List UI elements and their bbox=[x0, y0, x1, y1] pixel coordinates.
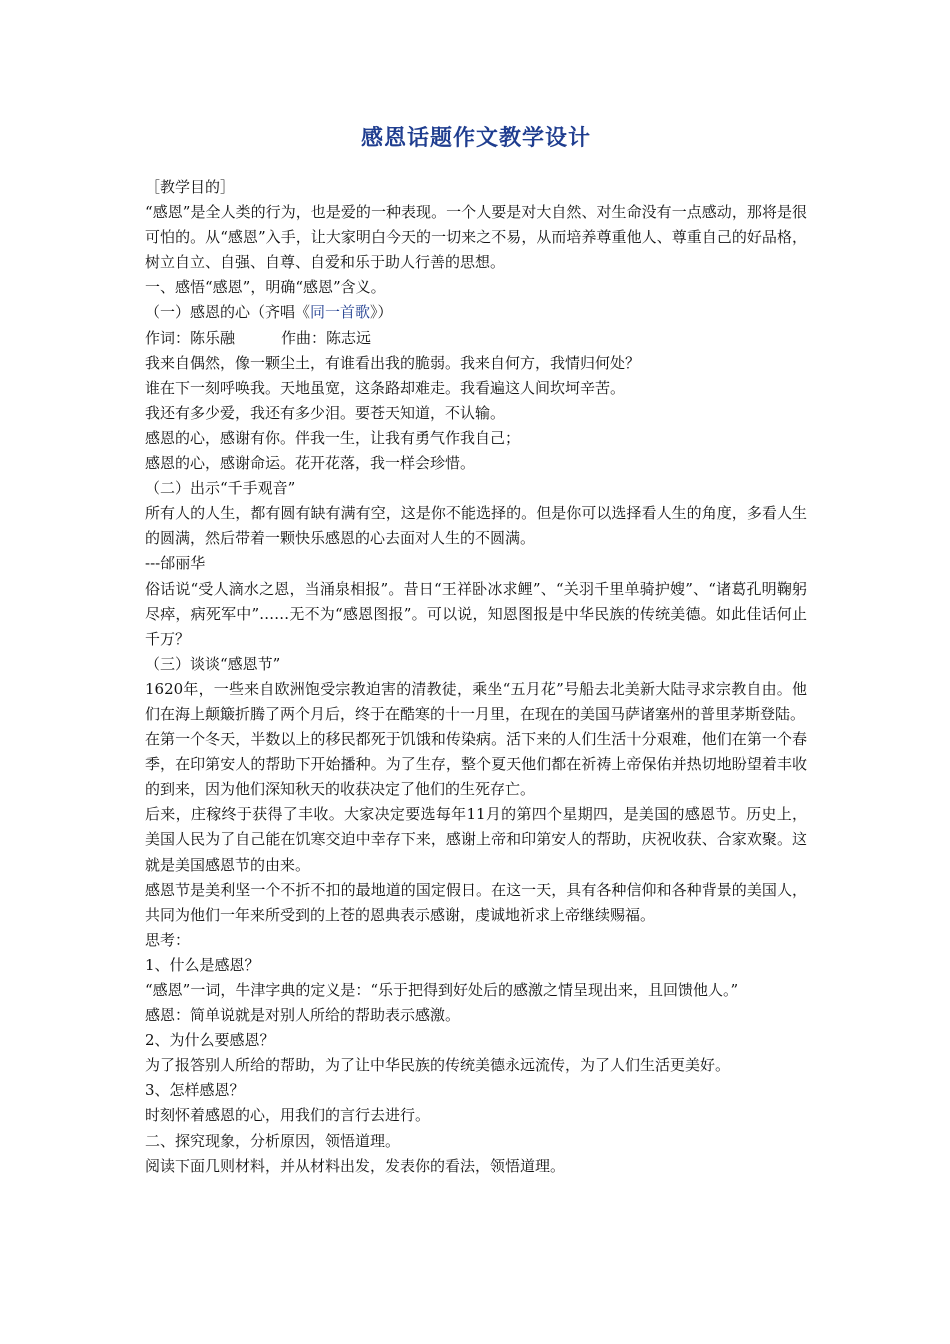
document-title: 感恩话题作文教学设计 bbox=[360, 126, 591, 151]
lyric-line: 我来自偶然，像一颗尘土，有谁看出我的脆弱。我来自何方，我情归何处？ bbox=[145, 353, 641, 372]
part-two-heading: 二、探究现象，分析原因，领悟道理。 bbox=[145, 1131, 401, 1150]
quote-attribution: ---邰丽华 bbox=[145, 554, 206, 573]
proverb-paragraph: 俗话说“受人滴水之恩，当涌泉相报”。昔日“王祥卧冰求鲤”、“关羽千里单骑护嫂”、“诸葛孔明鞠躬尽瘁，病死军中”……无不为“感恩图报”。可以说，知恩图报是中华民族的传统美德。如此佳话何止千万？ bbox=[145, 579, 807, 648]
subsection-thousand-hand-heading: （二）出示“千手观音” bbox=[145, 479, 296, 498]
thanksgiving-paragraph-3: 后来，庄稼终于获得了丰收。大家决定要选每年11月的第四个星期四，是美国的感恩节。历史上，美国人民为了自己能在饥寒交迫中幸存下来，感谢上帝和印第安人的帮助，庆祝收获、合家欢聚。这就是美国感恩节的由来。 bbox=[145, 805, 807, 874]
question-2: 2、为什么要感恩？ bbox=[145, 1031, 275, 1050]
song-credits bbox=[145, 326, 807, 351]
thanksgiving-paragraph-2: 在第一个冬天，半数以上的移民都死于饥饿和传染病。活下来的人们生活十分艰难，他们在第一个春季，在印第安人的帮助下开始播种。为了生存，整个夏天他们都在祈祷上帝保佑并热切地盼望着丰收的到来，因为他们深知秋天的收获决定了他们的生死存亡。 bbox=[145, 730, 807, 799]
thinking-label: 思考： bbox=[145, 930, 191, 949]
thanksgiving-paragraph-4: 感恩节是美利坚一个不折不扣的最地道的国定假日。在这一天，具有各种信仰和各种背景的美国人，共同为他们一年来所受到的上苍的恩典表示感谢，虔诚地祈求上帝继续赐福。 bbox=[145, 880, 807, 924]
lyric-line: 我还有多少爱，我还有多少泪。要苍天知道，不认输。 bbox=[145, 403, 506, 422]
reading-instruction: 阅读下面几则材料，并从材料出发，发表你的看法，领悟道理。 bbox=[145, 1156, 566, 1175]
part-one-heading: 一、感悟“感恩”，明确“感恩”含义。 bbox=[145, 278, 386, 297]
lyric-line: 感恩的心，感谢有你。伴我一生，让我有勇气作我自己； bbox=[145, 428, 521, 447]
answer-2: 为了报答别人所给的帮助，为了让中华民族的传统美德永远流传，为了人们生活更美好。 bbox=[145, 1056, 731, 1075]
subsection-thanksgiving-heading: （三）谈谈“感恩节” bbox=[145, 654, 281, 673]
question-1: 1、什么是感恩？ bbox=[145, 955, 260, 974]
thanksgiving-paragraph-1: 1620年，一些来自欧洲饱受宗教迫害的清教徒，乘坐“五月花”号船去北美新大陆寻求宗教自由。他们在海上颠簸折腾了两个月后，终于在酷寒的十一月里，在现在的美国马萨诸塞州的普里茅斯登陆。 bbox=[145, 679, 807, 723]
answer-1b: 感恩：简单说就是对别人所给的帮助表示感激。 bbox=[145, 1006, 461, 1025]
subsection-suffix: 》） bbox=[370, 303, 393, 322]
lyric-line: 谁在下一刻呼唤我。天地虽宽，这条路却难走。我看遍这人间坎坷辛苦。 bbox=[145, 378, 626, 397]
teaching-goal-paragraph: “感恩”是全人类的行为，也是爱的一种表现。一个人要是对大自然、对生命没有一点感动，那将是很可怕的。从“感恩”入手，让大家明白今天的一切来之不易，从而培养尊重他人、尊重自己的好品格，树立自立、自强、自尊、自爱和乐于助人行善的思想。 bbox=[145, 203, 807, 272]
document-body bbox=[145, 175, 807, 1179]
subsection-grateful-heart bbox=[145, 300, 807, 325]
song-link[interactable]: 同一首歌 bbox=[310, 303, 371, 322]
lyric-line: 感恩的心，感谢命运。花开花落，我一样会珍惜。 bbox=[145, 454, 476, 473]
quote-paragraph: 所有人的人生，都有圆有缺有满有空，这是你不能选择的。但是你可以选择看人生的角度，多看人生的圆满，然后带着一颗快乐感恩的心去面对人生的不圆满。 bbox=[145, 504, 807, 548]
composer-credit: 作曲：陈志远 bbox=[281, 328, 372, 347]
answer-1a: “感恩”一词，牛津字典的定义是：“乐于把得到好处后的感激之情呈现出来，且回馈他人。” bbox=[145, 981, 739, 999]
question-3: 3、怎样感恩？ bbox=[145, 1081, 245, 1100]
section-label-teaching-goal: ［教学目的］ bbox=[145, 178, 236, 196]
answer-3: 时刻怀着感恩的心，用我们的言行去进行。 bbox=[145, 1106, 431, 1125]
lyricist-credit: 作词：陈乐融 bbox=[145, 328, 236, 347]
subsection-prefix: （一）感恩的心（齐唱《 bbox=[145, 303, 311, 322]
